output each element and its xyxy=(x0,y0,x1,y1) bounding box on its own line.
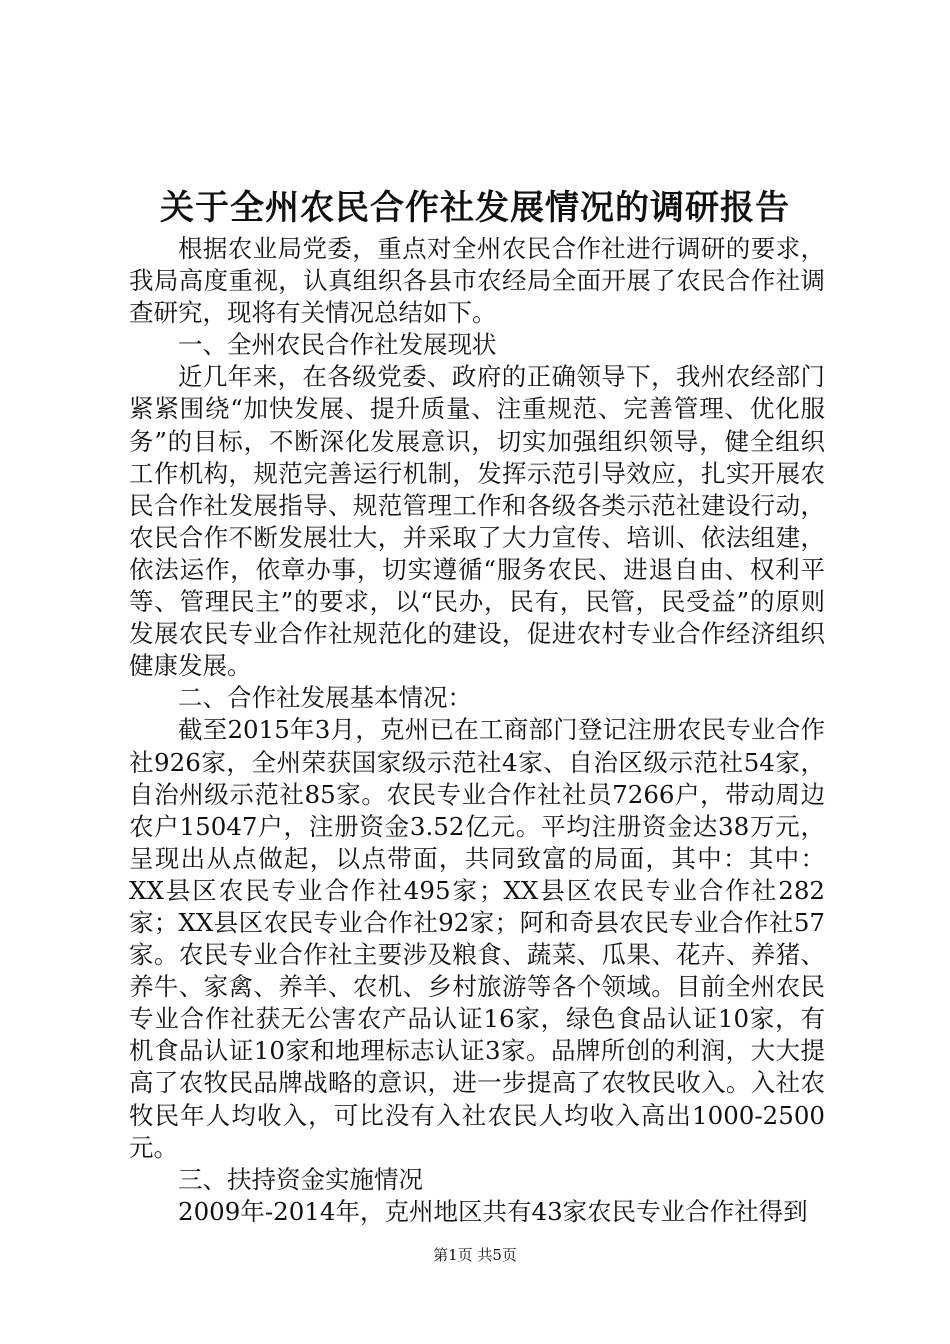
section-heading-2: 二、合作社发展基本情况： xyxy=(178,683,472,713)
paragraph-funding: 2009年-2014年，克州地区共有43家农民专业合作社得到 xyxy=(178,1196,808,1226)
section-heading-1: 一、全州农民合作社发展现状 xyxy=(178,330,497,360)
section-heading-3: 三、扶持资金实施情况 xyxy=(178,1164,423,1194)
page-number-footer: 第1页 共5页 xyxy=(433,1246,517,1264)
paragraph-intro: 根据农业局党委，重点对全州农民合作社进行调研的要求，我局高度重视，认真组织各县市农经局全面开展了农民合作社调查研究，现将有关情况总结如下。 xyxy=(129,234,825,328)
document-title: 关于全州农民合作社发展情况的调研报告 xyxy=(160,188,790,228)
paragraph-status: 近几年来，在各级党委、政府的正确领导下，我州农经部门紧紧围绕“加快发展、提升质量、注重规范、完善管理、优化服务”的目标，不断深化发展意识，切实加强组织领导，健全组织工作机构，规范完善运行机制，发挥示范引导效应，扎实开展农民合作社发展指导、规范管理工作和各级各类示范社建设行动，农民合作不断发展壮大，并采取了大力宣传、培训、依法组建，依法运作，依章办事，切实遵循“服务农民、进退自由、权利平等、管理民主”的要求，以“民办，民有，民管，民受益”的原则发展农民专业合作社规范化的建设，促进农村专业合作经济组织健康发展。 xyxy=(129,362,825,681)
document-body xyxy=(129,233,825,1228)
paragraph-basic-info: 截至2015年3月，克州已在工商部门登记注册农民专业合作社926家，全州荣获国家级示范社4家、自治区级示范社54家，自治州级示范社85家。农民专业合作社社员7266户，带动周边农户15047户，注册资金3.52亿元。平均注册资金达38万元，呈现出从点做起，以点带面，共同致富的局面，其中：其中：XX县区农民专业合作社495家；XX县区农民专业合作社282家；XX县区农民专业合作社92家；阿和奇县农民专业合作社57家。农民专业合作社主要涉及粮食、蔬菜、瓜果、花卉、养猪、养牛、家禽、养羊、农机、乡村旅游等各个领域。目前全州农民专业合作社获无公害农产品认证16家，绿色食品认证10家，有机食品认证10家和地理标志认证3家。品牌所创的利润，大大提高了农牧民品牌战略的意识，进一步提高了农牧民收入。入社农牧民年人均收入，可比没有入社农民人均收入高出1000-2500元。 xyxy=(129,715,825,1162)
